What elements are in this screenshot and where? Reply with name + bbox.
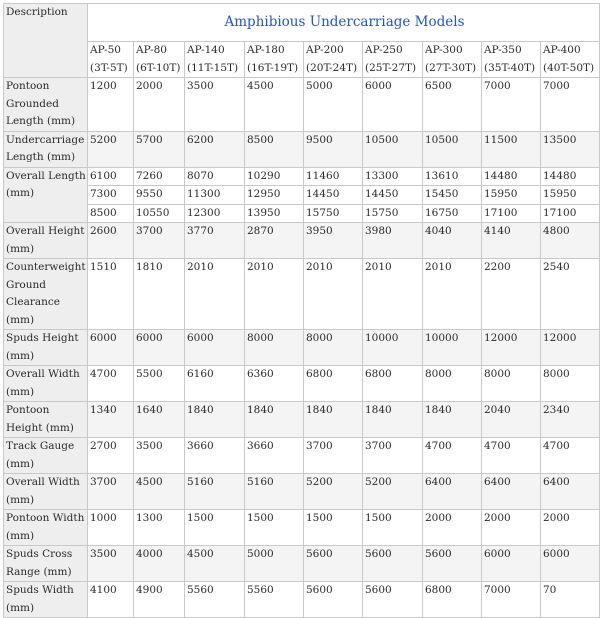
table-cell: 3700	[134, 223, 185, 259]
row-label: Undercarriage Length (mm)	[4, 131, 88, 167]
model-capacity: (40T-50T)	[543, 61, 595, 74]
table-cell: 1840	[245, 402, 304, 438]
model-name: AP-350	[484, 44, 522, 56]
table-cell: 15750	[304, 204, 363, 223]
table-cell: 5560	[185, 582, 245, 618]
table-cell: 4700	[482, 438, 541, 474]
model-header-cell	[423, 42, 482, 78]
table-cell: 4140	[482, 223, 541, 259]
table-cell: 1000	[88, 510, 134, 546]
row-label: Pontoon Height (mm)	[4, 402, 88, 438]
model-name: AP-80	[136, 44, 167, 56]
table-cell: 5000	[304, 78, 363, 132]
table-cell: 6160	[185, 366, 245, 402]
table-row	[4, 474, 600, 510]
table-cell: 10290	[245, 167, 304, 186]
table-cell: 5160	[245, 474, 304, 510]
table-cell: 6000	[541, 546, 600, 582]
table-cell: 2010	[245, 259, 304, 330]
table-cell: 2000	[482, 510, 541, 546]
table-cell: 6100	[88, 167, 134, 186]
table-cell: 2600	[88, 223, 134, 259]
table-cell: 7000	[482, 78, 541, 132]
table-cell: 14450	[363, 186, 423, 205]
table-cell: 6200	[185, 131, 245, 167]
table-cell: 8070	[185, 167, 245, 186]
table-cell: 6000	[88, 330, 134, 366]
table-cell: 6400	[482, 474, 541, 510]
table-cell: 5560	[245, 582, 304, 618]
table-row	[4, 330, 600, 366]
table-cell: 3980	[363, 223, 423, 259]
table-cell: 6000	[363, 78, 423, 132]
table-cell: 7260	[134, 167, 185, 186]
table-cell: 6000	[482, 546, 541, 582]
table-cell: 6800	[363, 366, 423, 402]
model-capacity: (3T-5T)	[90, 61, 128, 74]
table-cell: 4900	[134, 582, 185, 618]
table-row	[4, 78, 600, 132]
table-cell: 6400	[423, 474, 482, 510]
table-cell: 11300	[185, 186, 245, 205]
row-label: Track Gauge (mm)	[4, 438, 88, 474]
table-cell: 9500	[304, 131, 363, 167]
table-cell: 4700	[423, 438, 482, 474]
table-cell: 8000	[541, 366, 600, 402]
table-cell: 2040	[482, 402, 541, 438]
table-cell: 7000	[482, 582, 541, 618]
table-cell: 15450	[423, 186, 482, 205]
model-header-cell	[304, 42, 363, 78]
table-cell: 5160	[185, 474, 245, 510]
table-cell: 13300	[363, 167, 423, 186]
row-label: Overall Length (mm)	[4, 167, 88, 223]
model-capacity: (35T-40T)	[484, 61, 536, 74]
table-cell: 3700	[304, 438, 363, 474]
model-name: AP-140	[187, 44, 225, 56]
table-cell: 10500	[363, 131, 423, 167]
model-name: AP-250	[365, 44, 403, 56]
table-cell: 14450	[304, 186, 363, 205]
model-header-cell	[482, 42, 541, 78]
row-label: Pontoon Grounded Length (mm)	[4, 78, 88, 132]
table-cell: 2200	[482, 259, 541, 330]
spec-table	[3, 3, 600, 618]
table-cell: 3500	[88, 546, 134, 582]
table-cell: 17100	[541, 204, 600, 223]
table-cell: 6360	[245, 366, 304, 402]
table-cell: 13610	[423, 167, 482, 186]
model-header-cell	[541, 42, 600, 78]
table-cell: 6500	[423, 78, 482, 132]
table-row	[4, 366, 600, 402]
table-cell: 3500	[185, 78, 245, 132]
table-cell: 6800	[423, 582, 482, 618]
table-cell: 1500	[245, 510, 304, 546]
table-cell: 4700	[541, 438, 600, 474]
row-label: Spuds Height (mm)	[4, 330, 88, 366]
row-label: Overall Width (mm)	[4, 366, 88, 402]
table-cell: 2700	[88, 438, 134, 474]
table-row	[4, 510, 600, 546]
row-label: Pontoon Width (mm)	[4, 510, 88, 546]
table-cell: 7300	[88, 186, 134, 205]
model-capacity: (6T-10T)	[136, 61, 181, 74]
model-capacity: (25T-27T)	[365, 61, 417, 74]
row-label: Spuds Cross Range (mm)	[4, 546, 88, 582]
model-name: AP-200	[306, 44, 344, 56]
table-row	[4, 223, 600, 259]
table-title: Amphibious Undercarriage Models	[88, 4, 600, 42]
table-cell: 5500	[134, 366, 185, 402]
table-cell: 8500	[88, 204, 134, 223]
table-cell: 1300	[134, 510, 185, 546]
table-cell: 5600	[304, 546, 363, 582]
table-cell: 5600	[423, 546, 482, 582]
table-cell: 2340	[541, 402, 600, 438]
table-cell: 1340	[88, 402, 134, 438]
model-header-row	[4, 42, 600, 78]
table-cell: 3700	[88, 474, 134, 510]
table-cell: 5200	[304, 474, 363, 510]
table-cell: 15950	[541, 186, 600, 205]
model-name: AP-50	[90, 44, 121, 56]
table-cell: 1200	[88, 78, 134, 132]
table-cell: 3700	[363, 438, 423, 474]
table-cell: 70	[541, 582, 600, 618]
table-cell: 6400	[541, 474, 600, 510]
row-label: Spuds Width (mm)	[4, 582, 88, 618]
table-row	[4, 438, 600, 474]
table-row	[4, 204, 600, 223]
table-cell: 8000	[423, 366, 482, 402]
table-cell: 4700	[88, 366, 134, 402]
table-cell: 9550	[134, 186, 185, 205]
model-header-cell	[245, 42, 304, 78]
table-cell: 1840	[423, 402, 482, 438]
table-cell: 1640	[134, 402, 185, 438]
table-row	[4, 167, 600, 186]
table-cell: 12950	[245, 186, 304, 205]
model-capacity: (20T-24T)	[306, 61, 358, 74]
model-name: AP-300	[425, 44, 463, 56]
table-row	[4, 131, 600, 167]
model-capacity: (16T-19T)	[247, 61, 299, 74]
table-cell: 2000	[423, 510, 482, 546]
table-row	[4, 402, 600, 438]
table-cell: 10000	[363, 330, 423, 366]
table-cell: 8000	[482, 366, 541, 402]
table-cell: 3500	[134, 438, 185, 474]
table-row	[4, 546, 600, 582]
table-cell: 5600	[363, 582, 423, 618]
table-cell: 12000	[541, 330, 600, 366]
table-cell: 11460	[304, 167, 363, 186]
table-cell: 4040	[423, 223, 482, 259]
table-cell: 3660	[245, 438, 304, 474]
table-cell: 1840	[304, 402, 363, 438]
table-cell: 3660	[185, 438, 245, 474]
table-cell: 3770	[185, 223, 245, 259]
table-cell: 4000	[134, 546, 185, 582]
table-cell: 2870	[245, 223, 304, 259]
row-label: Counterweight Ground Clearance (mm)	[4, 259, 88, 330]
table-cell: 2010	[363, 259, 423, 330]
table-row	[4, 259, 600, 330]
table-cell: 3950	[304, 223, 363, 259]
table-cell: 10000	[423, 330, 482, 366]
table-cell: 16750	[423, 204, 482, 223]
table-cell: 8000	[304, 330, 363, 366]
table-cell: 1810	[134, 259, 185, 330]
table-cell: 5700	[134, 131, 185, 167]
row-label: Overall Height (mm)	[4, 223, 88, 259]
table-cell: 1510	[88, 259, 134, 330]
table-cell: 5600	[304, 582, 363, 618]
table-cell: 1840	[185, 402, 245, 438]
model-name: AP-180	[247, 44, 285, 56]
description-header: Description	[4, 4, 88, 78]
table-cell: 5000	[245, 546, 304, 582]
table-cell: 5200	[88, 131, 134, 167]
table-cell: 13500	[541, 131, 600, 167]
table-cell: 12000	[482, 330, 541, 366]
model-header-cell	[363, 42, 423, 78]
table-cell: 2010	[423, 259, 482, 330]
table-cell: 14480	[482, 167, 541, 186]
table-cell: 5200	[363, 474, 423, 510]
table-cell: 10550	[134, 204, 185, 223]
table-cell: 2000	[134, 78, 185, 132]
model-header-cell	[88, 42, 134, 78]
model-header-cell	[185, 42, 245, 78]
table-cell: 4100	[88, 582, 134, 618]
table-cell: 5600	[363, 546, 423, 582]
table-cell: 7000	[541, 78, 600, 132]
table-cell: 8000	[245, 330, 304, 366]
table-cell: 1840	[363, 402, 423, 438]
table-cell: 8500	[245, 131, 304, 167]
table-cell: 11500	[482, 131, 541, 167]
table-cell: 10500	[423, 131, 482, 167]
table-cell: 6800	[304, 366, 363, 402]
model-capacity: (27T-30T)	[425, 61, 477, 74]
table-cell: 17100	[482, 204, 541, 223]
table-cell: 4500	[134, 474, 185, 510]
table-cell: 4500	[245, 78, 304, 132]
table-cell: 2540	[541, 259, 600, 330]
table-cell: 1500	[185, 510, 245, 546]
table-cell: 2000	[541, 510, 600, 546]
table-cell: 1500	[363, 510, 423, 546]
table-cell: 6000	[134, 330, 185, 366]
table-cell: 2010	[304, 259, 363, 330]
table-cell: 4800	[541, 223, 600, 259]
table-cell: 15750	[363, 204, 423, 223]
table-cell: 13950	[245, 204, 304, 223]
title-row	[4, 4, 600, 42]
table-cell: 4500	[185, 546, 245, 582]
table-cell: 6000	[185, 330, 245, 366]
table-cell: 2010	[185, 259, 245, 330]
table-cell: 12300	[185, 204, 245, 223]
model-capacity: (11T-15T)	[187, 61, 239, 74]
model-name: AP-400	[543, 44, 581, 56]
table-cell: 15950	[482, 186, 541, 205]
table-cell: 14480	[541, 167, 600, 186]
row-label: Overall Width (mm)	[4, 474, 88, 510]
model-header-cell	[134, 42, 185, 78]
table-row	[4, 186, 600, 205]
table-cell: 1500	[304, 510, 363, 546]
